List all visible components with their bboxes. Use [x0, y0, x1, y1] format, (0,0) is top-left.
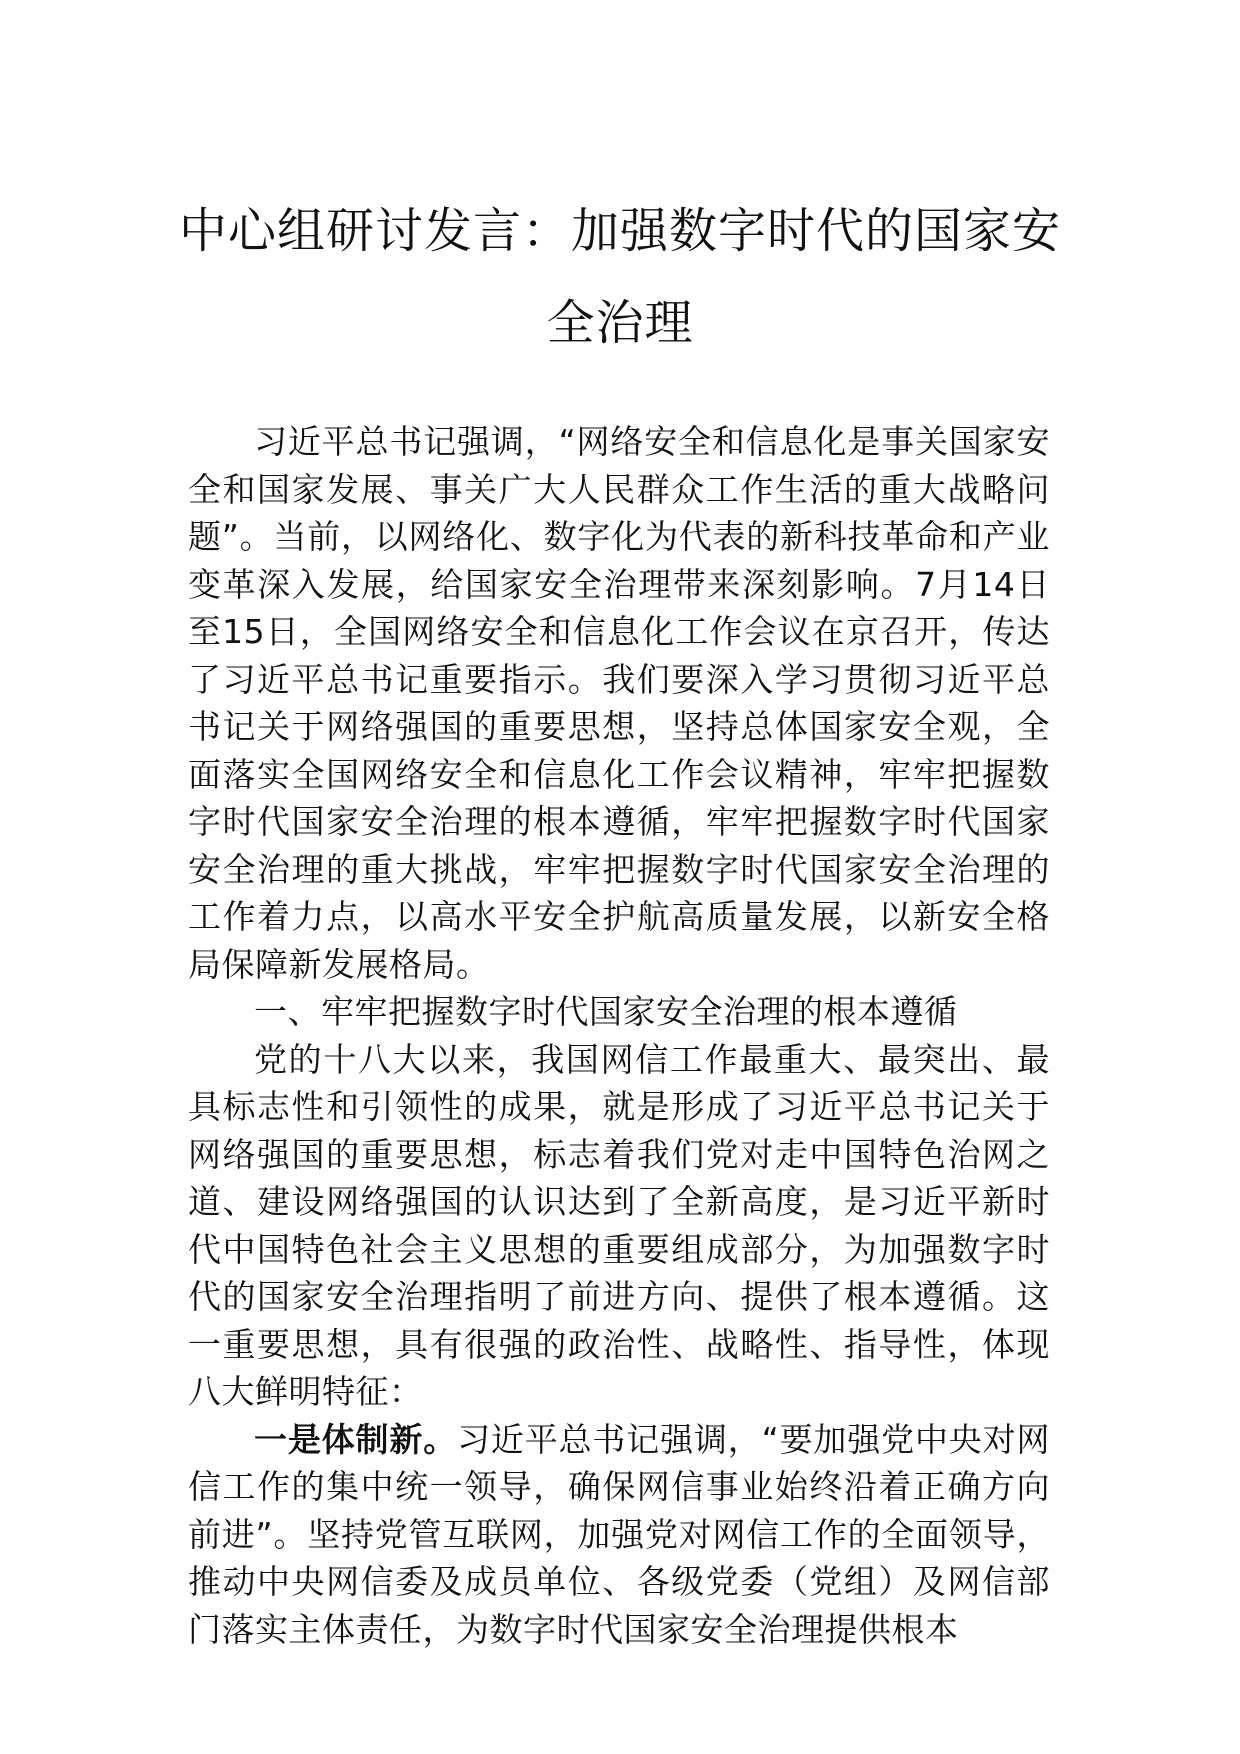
section-heading-1: 一、牢牢把握数字时代国家安全治理的根本遵循	[254, 992, 958, 1031]
paragraph-section-1: 党的十八大以来，我国网信工作最重大、最突出、最具标志性和引领性的成果，就是形成了习近平总书记关于网络强国的重要思想，标志着我们党对走中国特色治网之道、建设网络强国的认识达到了全新高度，是习近平新时代中国特色社会主义思想的重要组成部分，为加强数字时代的国家安全治理指明了前进方向、提供了根本遵循。这一重要思想，具有很强的政治性、战略性、指导性，体现八大鲜明特征：	[188, 1039, 1050, 1411]
point-1-text: 习近平总书记强调，“要加强党中央对网信工作的集中统一领导，确保网信事业始终沿着正确方向前进”。坚持党管互联网，加强党对网信工作的全面领导，推动中央网信委及成员单位、各级党委（党组）及网信部门落实主体责任，为数字时代国家安全治理提供根本	[188, 1419, 1050, 1649]
point-1-lead: 一是体制新。	[254, 1419, 458, 1459]
paragraph-point-1	[188, 1416, 1050, 1654]
document-body	[188, 418, 1050, 1653]
document-title	[150, 185, 1090, 369]
paragraph-intro: 习近平总书记强调，“网络安全和信息化是事关国家安全和国家发展、事关广大人民群众工作生活的重大战略问题”。当前，以网络化、数字化为代表的新科技革命和产业变革深入发展，给国家安全治理带来深刻影响。7月14日至15日，全国网络安全和信息化工作会议在京召开，传达了习近平总书记重要指示。我们要深入学习贯彻习近平总书记关于网络强国的重要思想，坚持总体国家安全观，全面落实全国网络安全和信息化工作会议精神，牢牢把握数字时代国家安全治理的根本遵循，牢牢把握数字时代国家安全治理的重大挑战，牢牢把握数字时代国家安全治理的工作着力点，以高水平安全护航高质量发展，以新安全格局保障新发展格局。	[188, 422, 1050, 984]
title-line-1: 中心组研讨发言：加强数字时代的国家安	[178, 203, 1061, 259]
title-line-2: 全治理	[546, 295, 694, 351]
